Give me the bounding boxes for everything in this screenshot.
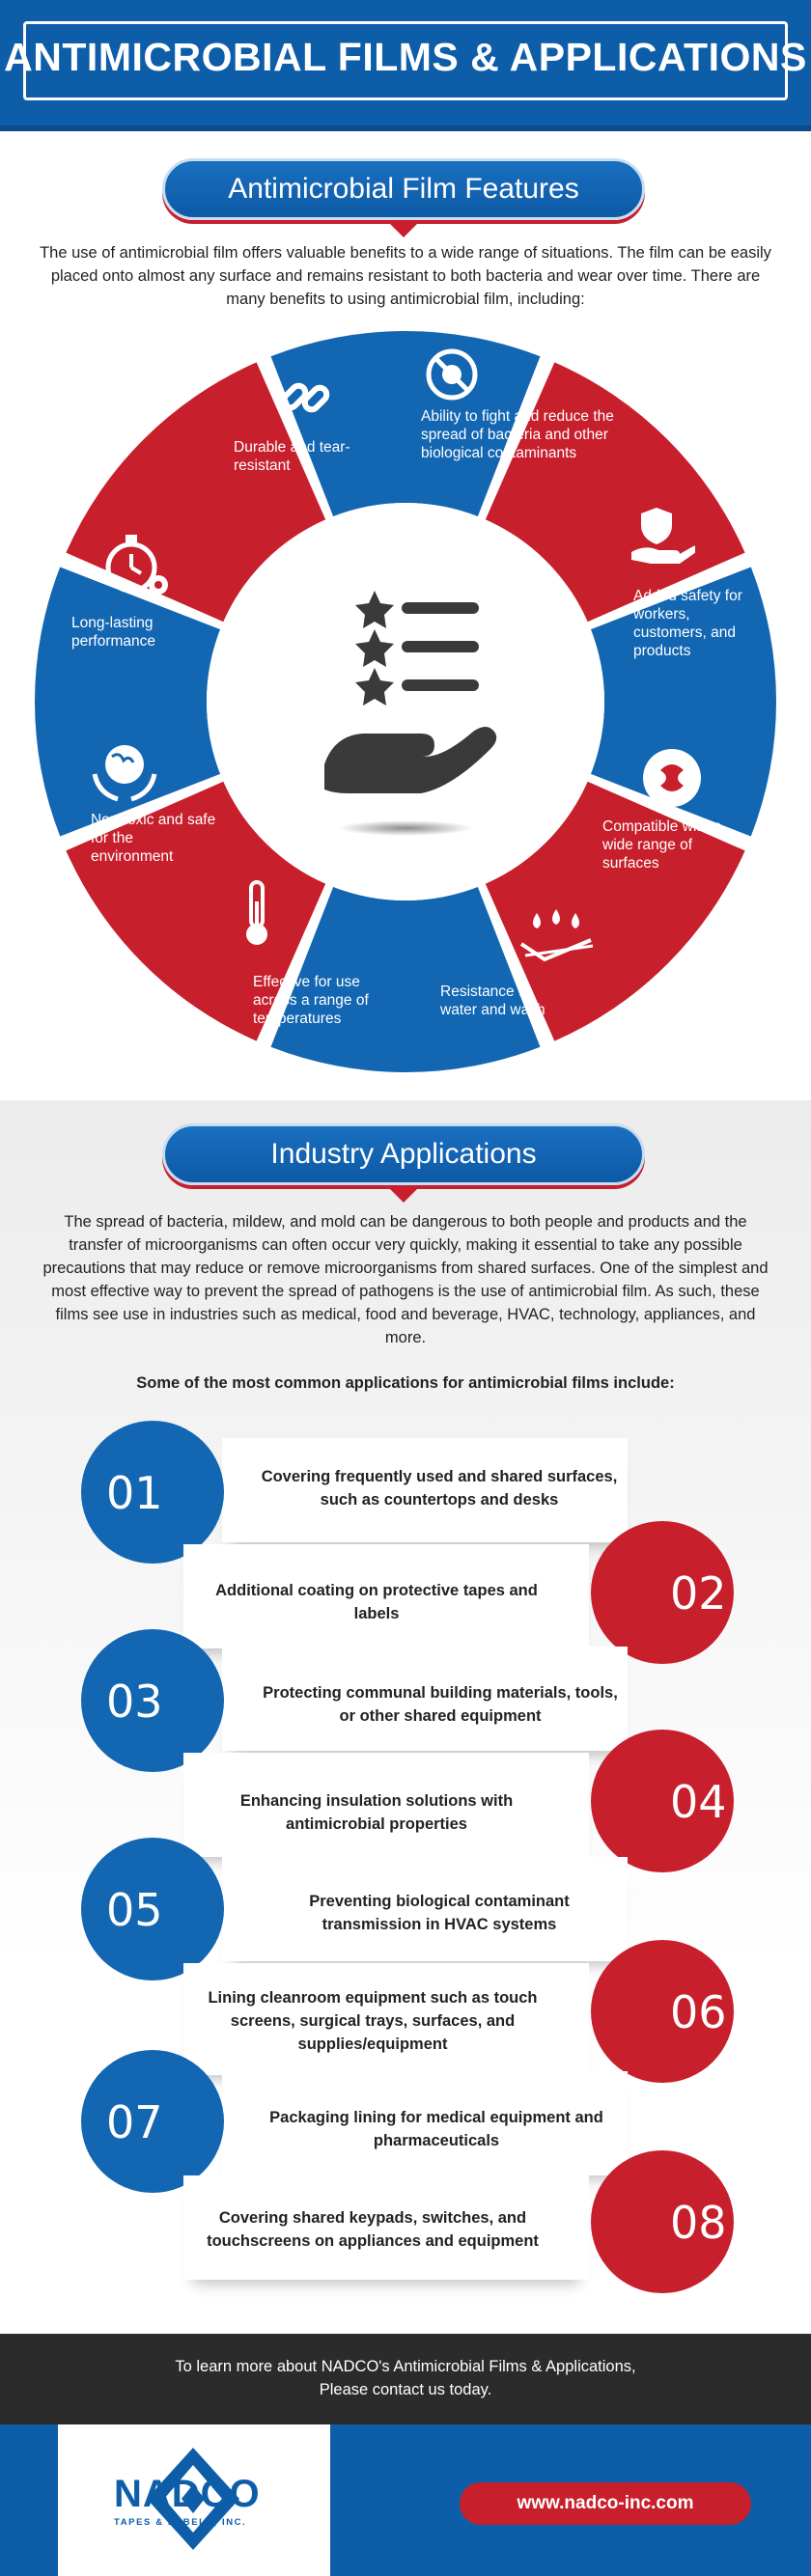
footer-cta-line1: To learn more about NADCO's Antimicrobial Films & Applications,	[175, 2358, 636, 2375]
application-text-07: Packaging lining for medical equipment and pharmaceuticals	[269, 2109, 603, 2149]
application-text-04: Enhancing insulation solutions with antimicrobial properties	[239, 1792, 514, 1833]
application-text-08: Covering shared keypads, switches, and touchscreens on appliances and equipment	[207, 2209, 539, 2250]
application-number-05: 05	[106, 1884, 163, 1936]
feature-label-bacteria: Ability to fight and reduce the spread of bacteria and other biological contaminants	[421, 408, 614, 461]
application-text-02: Additional coating on protective tapes and labels	[215, 1582, 538, 1622]
application-number-07: 07	[106, 2096, 163, 2148]
application-number-08: 08	[670, 2197, 727, 2249]
application-text-06: Lining cleanroom equipment such as touch screens, surgical trays, surfaces, and supplies/equipment	[208, 1989, 538, 2053]
water-drops-icon	[517, 909, 595, 967]
application-number-04: 04	[670, 1776, 727, 1828]
surface-icon	[641, 747, 703, 809]
feature-label-water: Resistance to water and wash	[440, 983, 545, 1018]
application-text-01: Covering frequently used and shared surfaces, such as countertops and desks	[261, 1468, 618, 1509]
shield-hand-icon	[628, 504, 695, 566]
feature-label-durable: Durable and tear-resistant	[234, 439, 350, 474]
nadco-logo-subtext: TAPES & LABELS, INC.	[114, 2517, 247, 2528]
feature-label-longlasting: Long-lasting performance	[71, 615, 156, 650]
features-heading-pointer	[388, 222, 419, 237]
applications-intro: The spread of bacteria, mildew, and mold can be dangerous to both people and products and the transfer of microorganisms can often occur very quickly, making it essential to take any possible precautions that may reduce or remove microorganisms from shared surfaces. One of the simplest and most effective way to prevent the spread of pathogens is the use of antimicrobial film. As such, these films see use in industries such as medical, food and beverage, HVAC, technology, appliances, and more.	[42, 1213, 769, 1346]
wheel-center	[207, 503, 604, 900]
application-number-06: 06	[670, 1986, 727, 2038]
feature-label-surfaces: Compatible with a wide range of surfaces	[602, 818, 722, 872]
applications-heading-pointer	[388, 1187, 419, 1203]
nadco-logo-text: NADCO	[114, 2473, 261, 2515]
features-wheel-graphic	[35, 330, 776, 1073]
features-heading: Antimicrobial Film Features	[162, 158, 645, 220]
feature-label-temperature: Effective for use across a range of temperatures	[253, 974, 369, 1027]
stopwatch-gear-icon	[102, 531, 174, 600]
thermometer-icon	[238, 878, 276, 948]
website-link-button[interactable]: www.nadco-inc.com	[460, 2482, 751, 2525]
application-number-01: 01	[106, 1467, 163, 1519]
application-text-03: Protecting communal building materials, tools, or other shared equipment	[263, 1684, 618, 1725]
footer-cta-line2: Please contact us today.	[319, 2381, 492, 2398]
application-number-02: 02	[670, 1567, 727, 1620]
page-title: ANTIMICROBIAL FILMS & APPLICATIONS	[4, 35, 807, 79]
applications-heading: Industry Applications	[162, 1123, 645, 1185]
feature-label-safety: Added safety for workers, customers, and products	[633, 588, 742, 659]
globe-hands-icon	[91, 739, 158, 803]
no-bacteria-icon	[423, 346, 481, 403]
features-intro: The use of antimicrobial film offers valuable benefits to a wide range of situations. The film can be easily placed onto almost any surface and remains resistant to both bacteria and wear over time. There are many benefits to using antimicrobial film, including:	[40, 244, 771, 308]
feature-label-nontoxic: Non-toxic and safe for the environment	[91, 812, 216, 865]
application-number-03: 03	[106, 1676, 163, 1728]
link-icon	[276, 369, 334, 427]
application-text-05: Preventing biological contaminant transmission in HVAC systems	[309, 1893, 570, 1933]
applications-subheading: Some of the most common applications for antimicrobial films include:	[136, 1374, 675, 1392]
header-strip	[0, 125, 811, 131]
center-shadow	[338, 820, 473, 836]
features-wheel	[35, 330, 776, 1073]
footer-cta	[0, 2355, 811, 2401]
